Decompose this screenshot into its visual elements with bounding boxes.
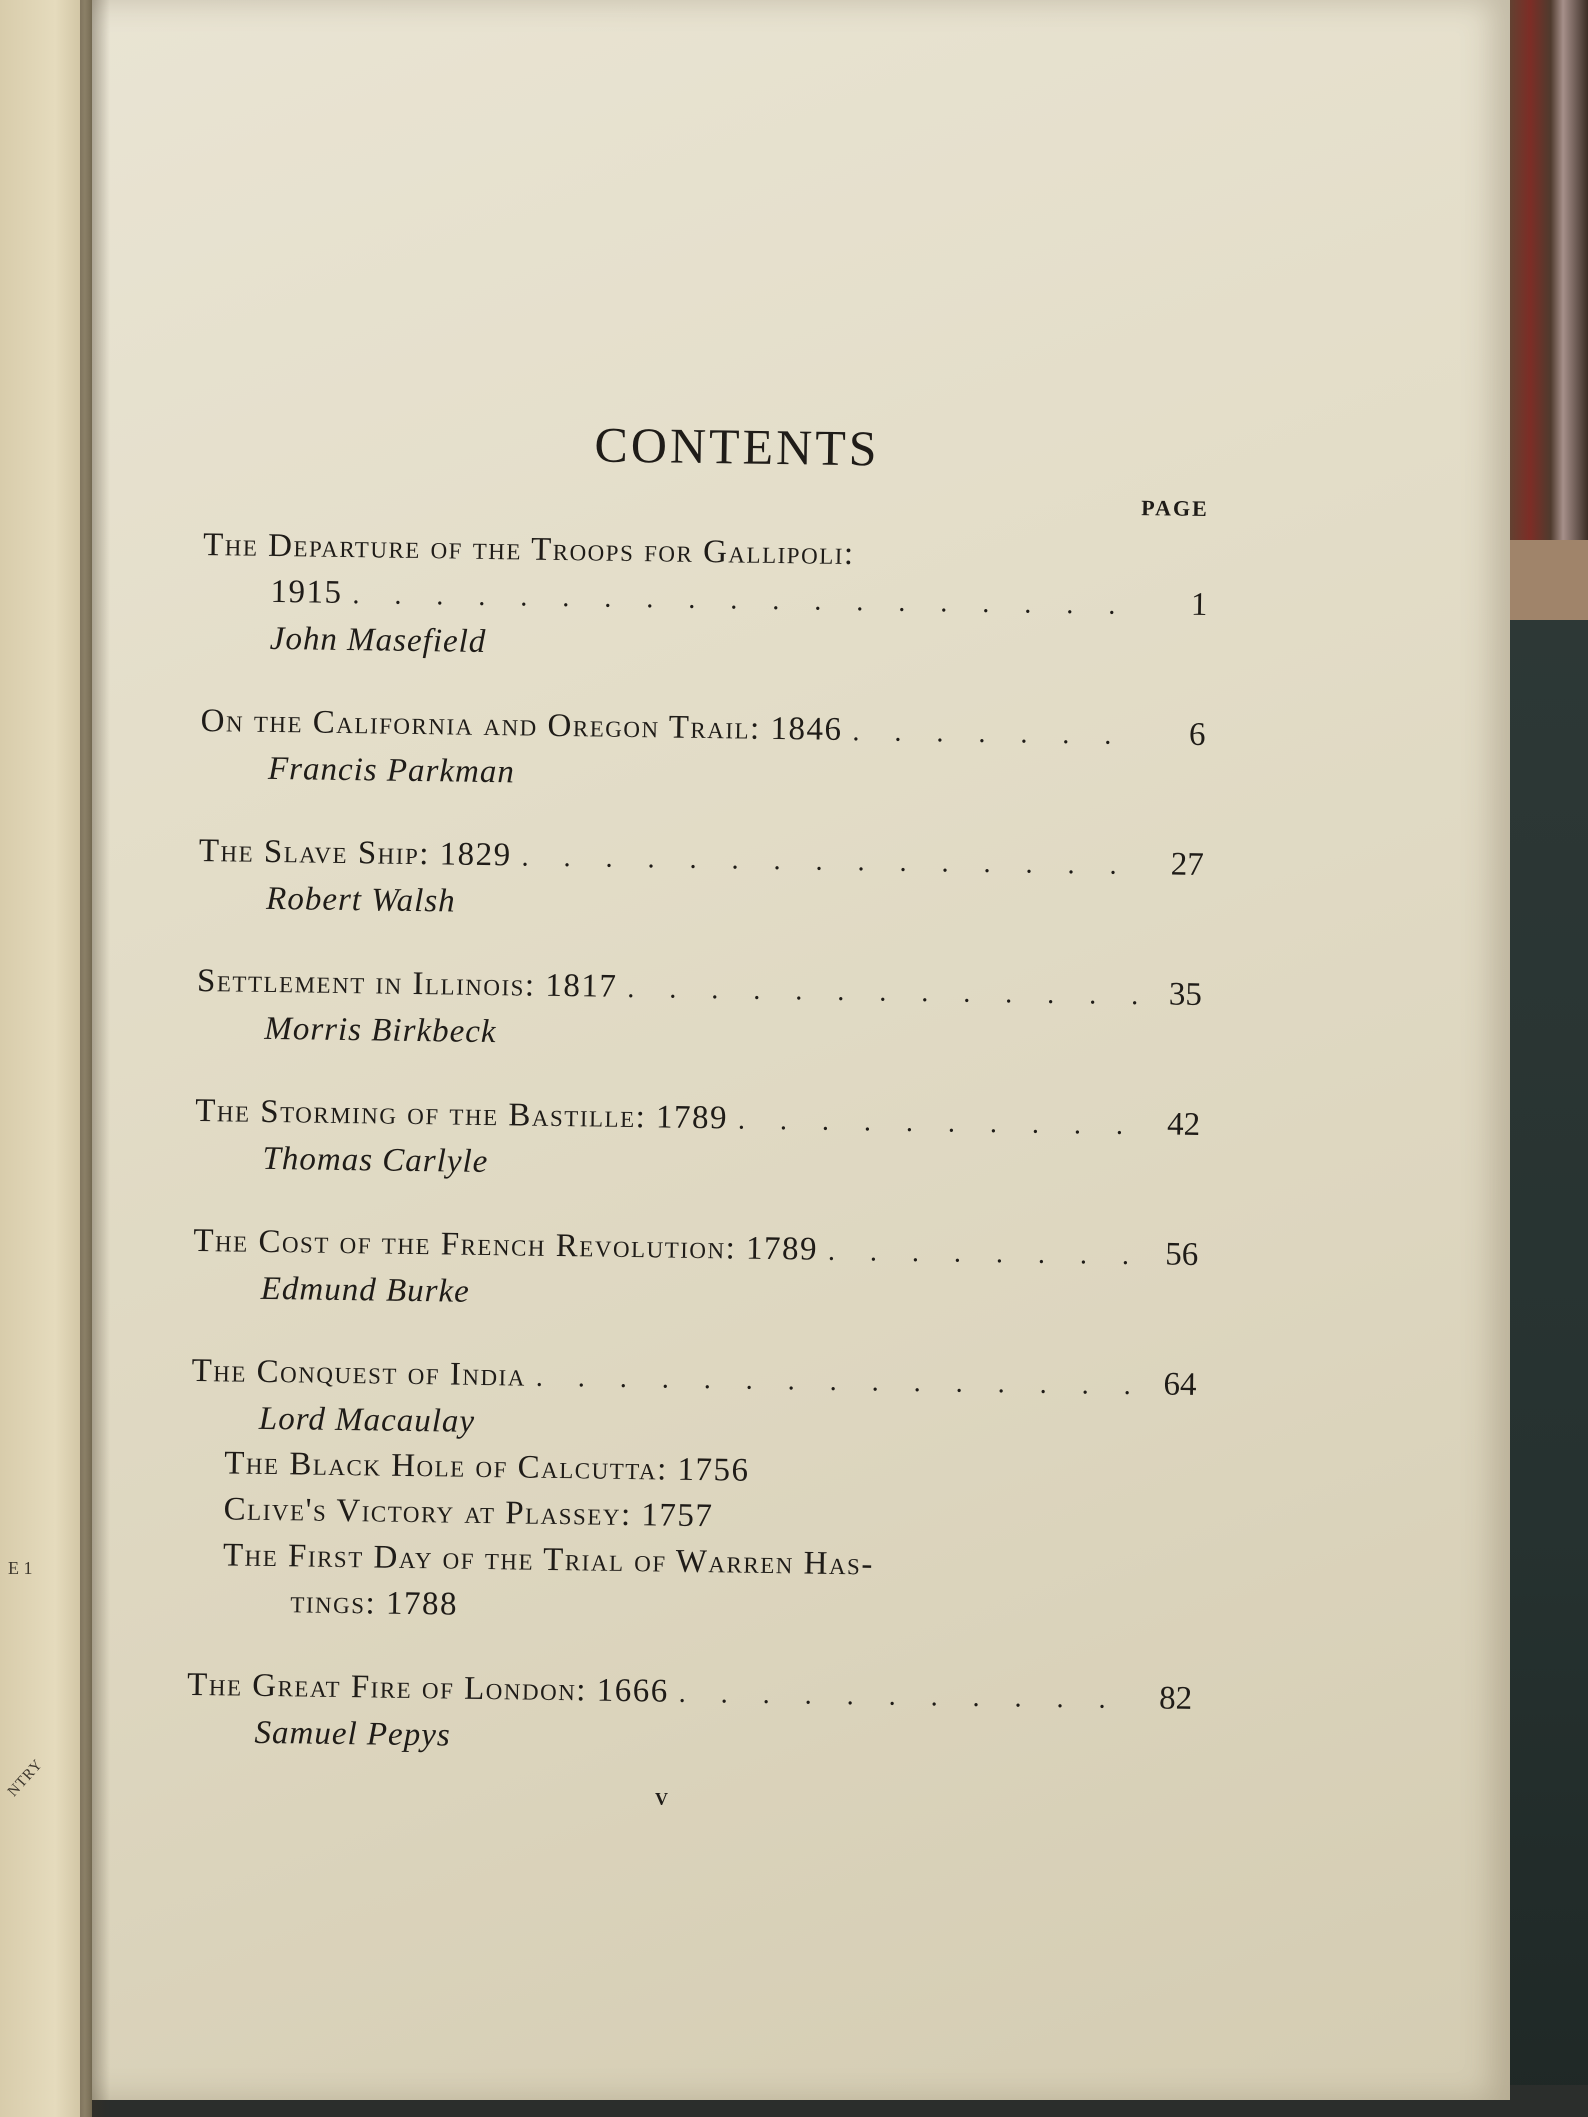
dot-leader (728, 1097, 1141, 1149)
page-title: CONTENTS (594, 416, 880, 477)
entry-page-number: 6 (1188, 716, 1206, 753)
table-of-contents (186, 410, 1210, 1806)
page-column-label: PAGE (1141, 495, 1209, 522)
shelf-board (1505, 540, 1588, 620)
toc-entry (200, 698, 1206, 804)
page-folio: v (655, 1782, 668, 1811)
entry-page-number: 42 (1166, 1106, 1201, 1143)
entry-page-number: 35 (1168, 976, 1203, 1013)
dot-leader (511, 834, 1144, 889)
entry-title: On the California and Oregon Trail: 1846 (200, 702, 843, 748)
dot-leader (668, 1671, 1132, 1723)
entry-title: The Cost of the French Revolution: 1789 (193, 1222, 819, 1268)
entry-title: Settlement in Illinois: 1817 (196, 962, 618, 1005)
entry-title: The Storming of the Bastille: 1789 (194, 1092, 729, 1137)
left-page-mark: E 1 (8, 1558, 33, 1578)
dot-leader (842, 709, 1146, 759)
toc-entry (202, 522, 1209, 674)
entry-subsection: The First Day of the Trial of Warren Has- (222, 1537, 875, 1583)
entry-title: The Conquest of India (191, 1352, 527, 1394)
toc-entry (196, 958, 1202, 1064)
toc-entry (194, 1088, 1200, 1194)
entry-title: The Great Fire of London: 1666 (186, 1666, 669, 1710)
dot-leader (617, 966, 1142, 1019)
entry-author: Francis Parkman (267, 750, 516, 791)
entry-title-continuation: 1915 (270, 573, 343, 611)
entry-subsection-continuation: tings: 1788 (290, 1584, 459, 1623)
entry-author: Lord Macaulay (258, 1400, 476, 1440)
entry-page-number: 56 (1165, 1236, 1199, 1273)
entry-author: Robert Walsh (265, 880, 456, 920)
toc-entry (192, 1218, 1198, 1324)
dot-leader (525, 1355, 1136, 1410)
entry-author: Samuel Pepys (254, 1714, 451, 1754)
entry-subsection: The Black Hole of Calcutta: 1756 (224, 1445, 750, 1489)
toc-entry (188, 1348, 1197, 1638)
entry-title: The Slave Ship: 1829 (198, 832, 512, 874)
entry-page-number: 27 (1170, 846, 1204, 883)
entry-page-number: 82 (1158, 1680, 1193, 1717)
entry-author: Edmund Burke (260, 1270, 471, 1310)
left-page-mark: NTRY (4, 1756, 47, 1800)
entry-author: John Masefield (269, 620, 487, 660)
entry-author: Morris Birkbeck (264, 1010, 497, 1051)
dot-leader (818, 1229, 1139, 1279)
entry-page-number: 1 (1190, 586, 1208, 624)
entry-author: Thomas Carlyle (262, 1140, 489, 1181)
table-surface (1505, 620, 1588, 2117)
left-facing-page (0, 0, 92, 2117)
entry-subsection: Clive's Victory at Plassey: 1757 (223, 1491, 714, 1535)
entry-title: The Departure of the Troops for Gallipoli: (202, 526, 855, 573)
entry-page-number: 64 (1163, 1366, 1197, 1403)
bookshelf-background (1505, 0, 1588, 620)
gutter-shadow (80, 0, 110, 2117)
toc-entry (186, 1662, 1192, 1768)
toc-entry (198, 828, 1204, 934)
